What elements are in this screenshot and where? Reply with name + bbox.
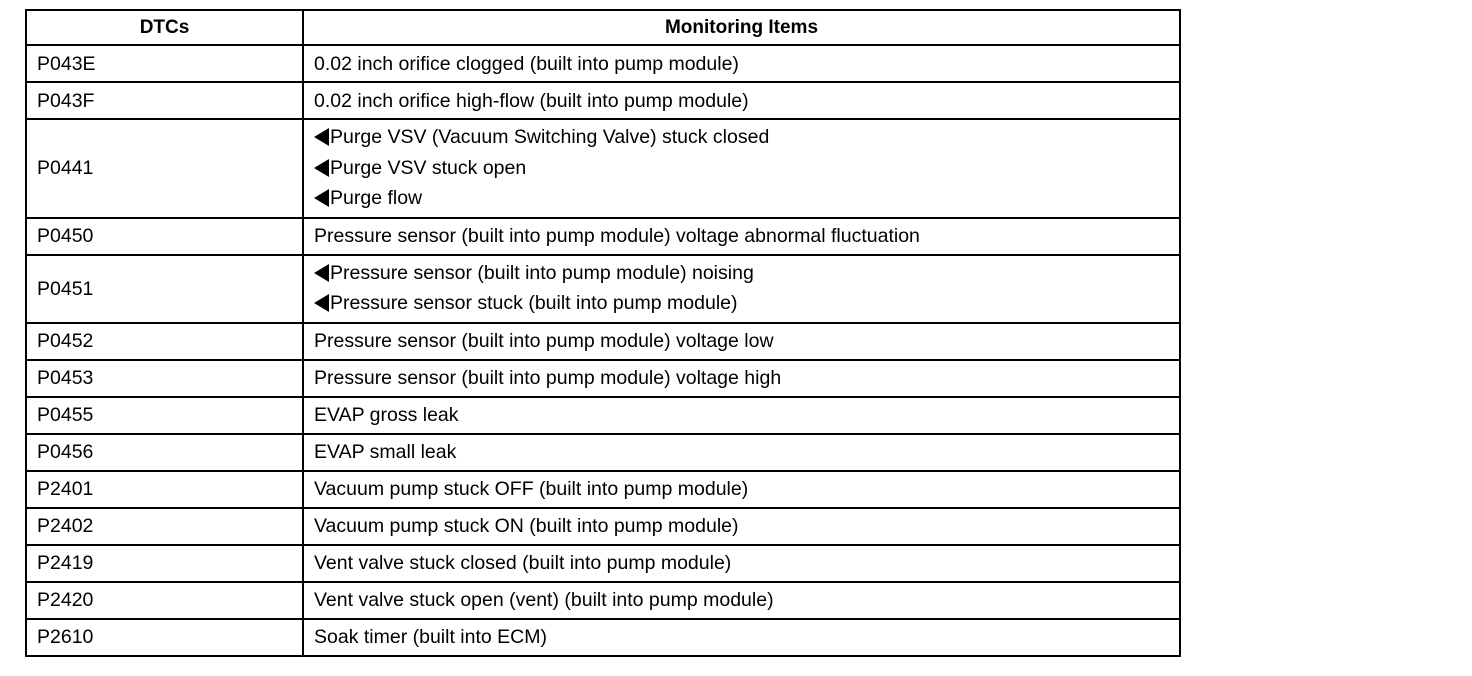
monitoring-items-cell bbox=[303, 255, 1180, 323]
monitoring-items-cell bbox=[303, 397, 1180, 434]
dtc-code-cell: P2401 bbox=[26, 471, 303, 508]
dtc-code-cell: P0456 bbox=[26, 434, 303, 471]
monitoring-item-text: Pressure sensor stuck (built into pump module) bbox=[330, 292, 738, 314]
monitoring-item-text: EVAP gross leak bbox=[314, 404, 459, 426]
dtc-column-header: DTCs bbox=[26, 10, 303, 45]
monitoring-item-text: 0.02 inch orifice clogged (built into pump module) bbox=[314, 52, 739, 75]
monitoring-bullet-item bbox=[314, 288, 1179, 319]
dtc-monitoring-table bbox=[25, 9, 1181, 657]
table-row bbox=[26, 119, 1180, 218]
monitoring-items-column-header: Monitoring Items bbox=[303, 10, 1180, 45]
monitoring-item-text: Purge VSV (Vacuum Switching Valve) stuck closed bbox=[330, 126, 770, 148]
monitoring-items-cell bbox=[303, 360, 1180, 397]
monitoring-item-text: Vent valve stuck closed (built into pump module) bbox=[314, 552, 732, 574]
monitoring-item-text: Purge VSV stuck open bbox=[330, 156, 527, 179]
dtc-code-cell: P0451 bbox=[26, 255, 303, 323]
monitoring-item-text: Soak timer (built into ECM) bbox=[314, 626, 547, 648]
monitoring-bullet-item bbox=[314, 183, 1179, 214]
dtc-code-cell: P043F bbox=[26, 82, 303, 119]
monitoring-bullet-item bbox=[314, 122, 1179, 153]
monitoring-item-text: Vacuum pump stuck OFF (built into pump module) bbox=[314, 478, 749, 500]
monitoring-items-cell bbox=[303, 545, 1180, 582]
dtc-code-cell: P0450 bbox=[26, 218, 303, 255]
triangle-bullet-icon bbox=[314, 264, 329, 282]
dtc-code-cell: P0453 bbox=[26, 360, 303, 397]
triangle-bullet-icon bbox=[314, 294, 329, 312]
dtc-code-cell: P2420 bbox=[26, 582, 303, 619]
monitoring-items-cell bbox=[303, 434, 1180, 471]
monitoring-bullet-item bbox=[314, 153, 1179, 184]
monitoring-item-text: Vacuum pump stuck ON (built into pump module) bbox=[314, 515, 739, 537]
monitoring-bullet-item bbox=[314, 258, 1179, 289]
monitoring-items-cell bbox=[303, 619, 1180, 656]
monitoring-items-cell bbox=[303, 119, 1180, 218]
monitoring-item-text: EVAP small leak bbox=[314, 441, 457, 463]
monitoring-item-text: Pressure sensor (built into pump module) voltage abnormal fluctuation bbox=[314, 225, 920, 247]
table-row bbox=[26, 360, 1180, 397]
triangle-bullet-icon bbox=[314, 159, 329, 177]
monitoring-items-cell bbox=[303, 471, 1180, 508]
table-row bbox=[26, 545, 1180, 582]
monitoring-items-cell bbox=[303, 323, 1180, 360]
table-row bbox=[26, 255, 1180, 323]
monitoring-item-text: 0.02 inch orifice high-flow (built into pump module) bbox=[314, 89, 749, 112]
monitoring-item-text: Pressure sensor (built into pump module) voltage low bbox=[314, 330, 774, 352]
dtc-code-cell: P2610 bbox=[26, 619, 303, 656]
monitoring-items-cell bbox=[303, 218, 1180, 255]
monitoring-items-cell bbox=[303, 82, 1180, 119]
monitoring-item-text: Vent valve stuck open (vent) (built into pump module) bbox=[314, 589, 774, 611]
dtc-code-cell: P0455 bbox=[26, 397, 303, 434]
table-row bbox=[26, 218, 1180, 255]
table-row bbox=[26, 582, 1180, 619]
monitoring-item-text: Pressure sensor (built into pump module) voltage high bbox=[314, 367, 782, 389]
monitoring-item-text: Purge flow bbox=[330, 187, 423, 209]
table-row bbox=[26, 82, 1180, 119]
triangle-bullet-icon bbox=[314, 128, 329, 146]
table-body bbox=[26, 45, 1180, 656]
table-header-row bbox=[26, 10, 1180, 45]
dtc-code-cell: P0441 bbox=[26, 119, 303, 218]
dtc-code-cell: P2419 bbox=[26, 545, 303, 582]
dtc-code-cell: P043E bbox=[26, 45, 303, 82]
table-row bbox=[26, 397, 1180, 434]
table-row bbox=[26, 45, 1180, 82]
table-row bbox=[26, 471, 1180, 508]
triangle-bullet-icon bbox=[314, 189, 329, 207]
table-row bbox=[26, 619, 1180, 656]
monitoring-items-cell bbox=[303, 45, 1180, 82]
monitoring-items-cell bbox=[303, 508, 1180, 545]
dtc-code-cell: P2402 bbox=[26, 508, 303, 545]
dtc-code-cell: P0452 bbox=[26, 323, 303, 360]
monitoring-item-text: Pressure sensor (built into pump module) noising bbox=[330, 261, 754, 284]
table-row bbox=[26, 508, 1180, 545]
monitoring-items-cell bbox=[303, 582, 1180, 619]
table-row bbox=[26, 434, 1180, 471]
table-row bbox=[26, 323, 1180, 360]
